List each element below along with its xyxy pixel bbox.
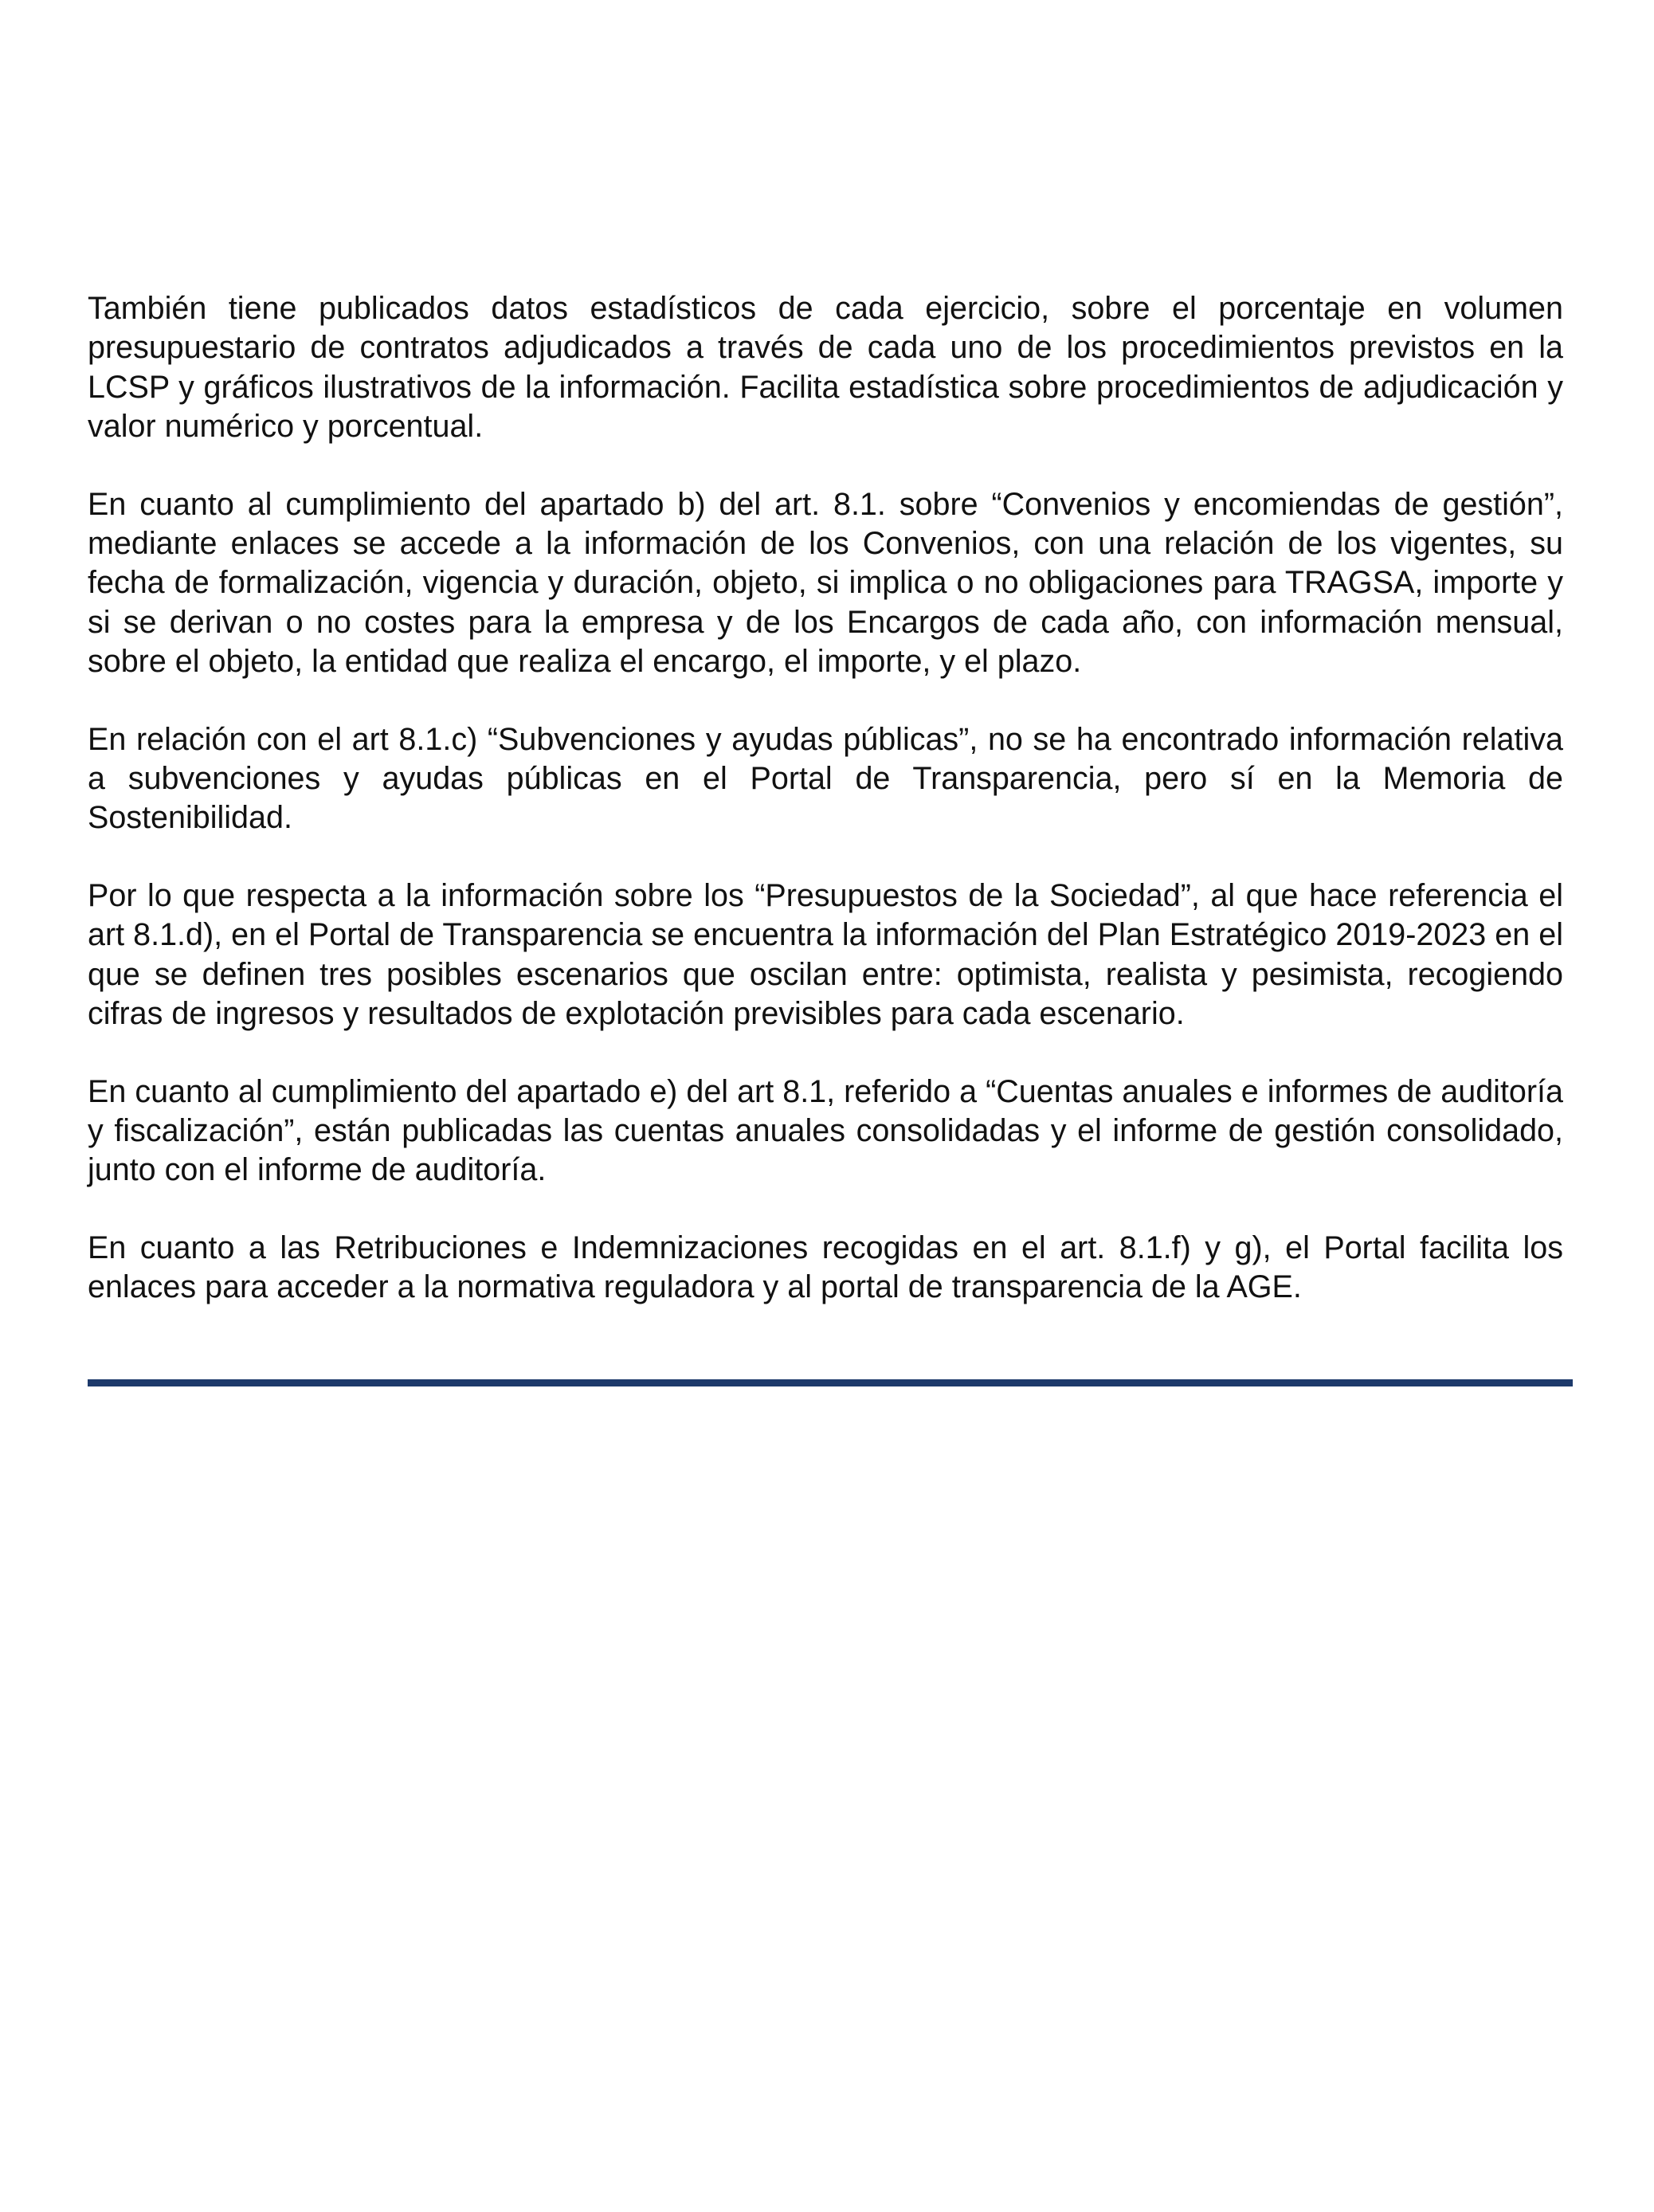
paragraph-retribuciones: En cuanto a las Retribuciones e Indemnizaciones recogidas en el art. 8.1.f) y g), el Portal facilita los enlaces para acceder a la normativa reguladora y al portal de transparencia de la AGE.: [88, 1230, 1563, 1305]
paragraph-presupuestos: Por lo que respecta a la información sobre los “Presupuestos de la Sociedad”, al que hace referencia el art 8.1.d), en el Portal de Transparencia se encuentra la información del Plan Estratégico 2019-2023 en el que se definen tres posibles escenarios que oscilan entre: optimista, realista y pesimista, recogiendo cifras de ingresos y resultados de explotación previsibles para cada escenario.: [88, 877, 1563, 1032]
paragraph-subvenciones: En relación con el art 8.1.c) “Subvenciones y ayudas públicas”, no se ha encontrado información relativa a subvenciones y ayudas públicas en el Portal de Transparencia, pero sí en la Memoria de Sostenibilidad.: [88, 721, 1563, 836]
body-text: [88, 289, 1563, 1308]
paragraph-convenios: En cuanto al cumplimiento del apartado b) del art. 8.1. sobre “Convenios y encomiendas de gestión”, mediante enlaces se accede a la información de los Convenios, con una relación de los vigentes, su fecha de formalización, vigencia y duración, objeto, si implica o no obligaciones para TRAGSA, importe y si se derivan o no costes para la empresa y de los Encargos de cada año, con información mensual, sobre el objeto, la entidad que realiza el encargo, el importe, y el plazo.: [88, 486, 1563, 680]
paragraph-statistics: También tiene publicados datos estadísticos de cada ejercicio, sobre el porcentaje en volumen presupuestario de contratos adjudicados a través de cada uno de los procedimientos previstos en la LCSP y gráficos ilustrativos de la información. Facilita estadística sobre procedimientos de adjudicación y valor numérico y porcentual.: [88, 291, 1563, 445]
paragraph-cuentas-anuales: En cuanto al cumplimiento del apartado e) del art 8.1, referido a “Cuentas anuales e informes de auditoría y fiscalización”, están publicadas las cuentas anuales consolidadas y el informe de gestión consolidado, junto con el informe de auditoría.: [88, 1073, 1563, 1188]
section-divider: [88, 1379, 1573, 1386]
